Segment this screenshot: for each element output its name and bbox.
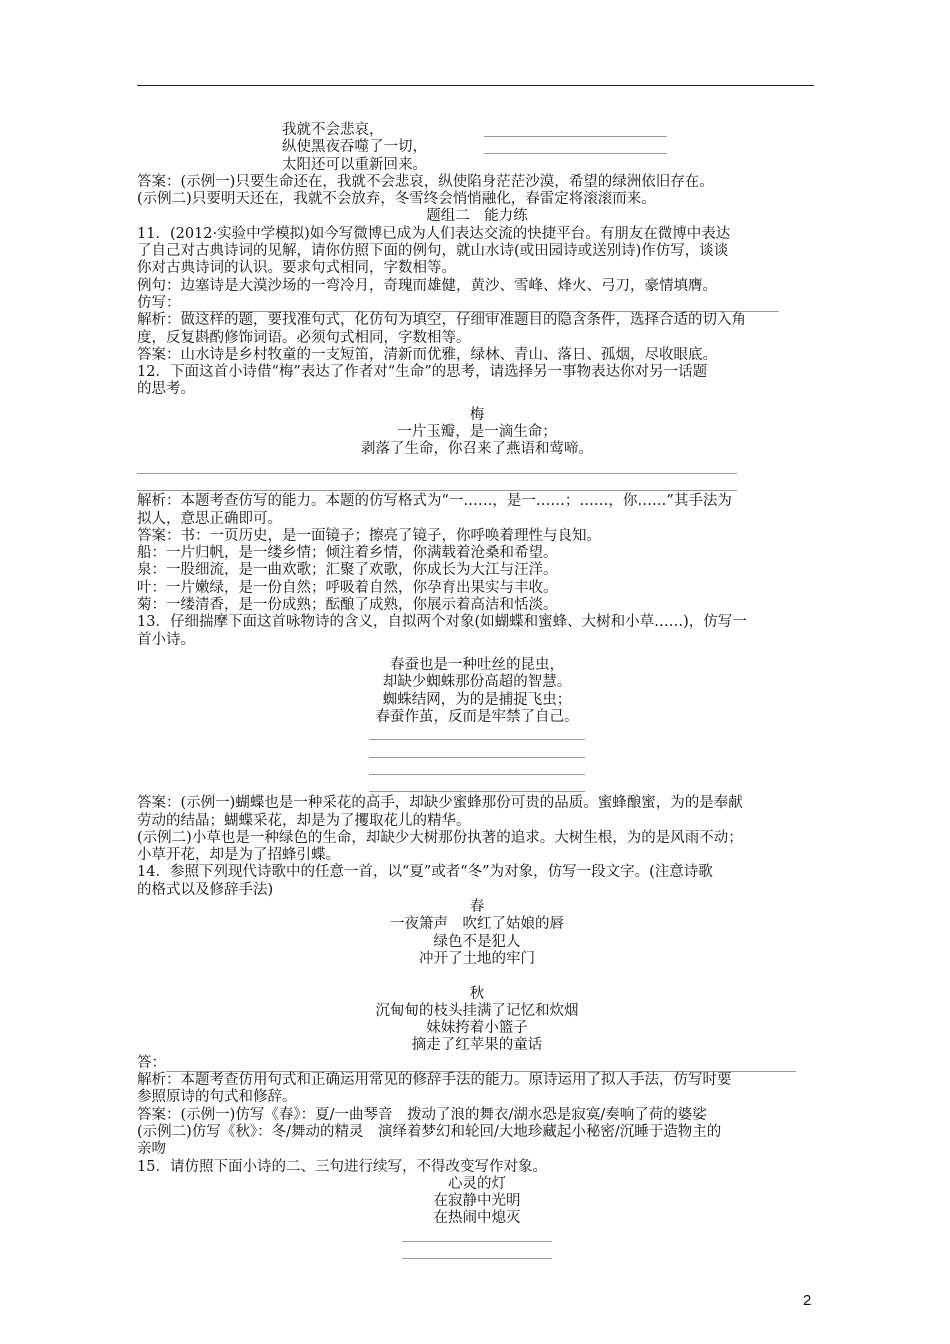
answer-line: (示例二)小草也是一种绿色的生命，却缺少大树那份执著的追求。大树生根，为的是风雨不动；: [137, 829, 743, 846]
poem-line: 摘走了红苹果的童话: [411, 1037, 543, 1054]
answer-line: 船：一片归帆，是一缕乡情；倾注着乡情，你满载着沧桑和希望。: [137, 545, 558, 562]
question-stem: 的思考。: [137, 381, 195, 398]
answer-line: 泉：一股细流，是一曲欢歌；汇聚了欢歌，你成长为大江与汪洋。: [137, 562, 558, 579]
analysis-line: 解析：本题考查仿写的能力。本题的仿写格式为“一……，是一……；……，你……”其手法为: [137, 493, 732, 510]
answer-blank[interactable]: [369, 743, 585, 760]
answer-blank[interactable]: [402, 1228, 552, 1245]
imitate-line: 仿写：: [137, 295, 817, 312]
answer-line: 亲吻: [137, 1141, 166, 1158]
answer-line: 答案：(示例一)蝴蝶也是一种采花的高手，却缺少蜜蜂那份可贵的品质。蜜蜂酿蜜，为的是奉献: [137, 795, 743, 812]
poem-line: 太阳还可以重新回来。: [282, 156, 427, 173]
poem-line: 蜘蛛结网，为的是捕捉飞虫；: [382, 691, 572, 708]
answer-blank[interactable]: [137, 459, 817, 476]
page-number: 2: [803, 1292, 812, 1309]
answer-line: 劳动的结晶；蝴蝶采花，却是为了攫取花儿的精华。: [137, 812, 471, 829]
answer-line: (示例二)仿写《秋》：冬/舞动的精灵 演绎着梦幻和轮回/大地珍藏起小秘密/沉睡于造物主的: [137, 1123, 722, 1140]
poem-line: 我就不会悲哀，: [137, 122, 817, 139]
analysis-line: 解析：本题考查仿用句式和正确运用常见的修辞手法的能力。原诗运用了拟人手法，仿写时要: [137, 1072, 732, 1089]
poem-line: 纵使黑夜吞噬了一切，: [137, 139, 817, 156]
answer-blank[interactable]: [369, 778, 585, 795]
poem-line: 一片玉瓣，是一滴生命；: [397, 424, 557, 441]
poem-line: 春蚕作茧，反而是牢禁了自己。: [375, 708, 579, 725]
poem-line: 绿色不是犯人: [433, 933, 521, 950]
answer-line: 答案：(示例一)只要生命还在，我就不会悲哀，纵使陷身茫茫沙漠，希望的绿洲依旧存在。: [137, 173, 714, 190]
header-rule: [137, 85, 814, 86]
question-stem: 11．(2012·实验中学模拟)如今写微博已成为人们表达交流的快捷平台。有朋友在微博中表达: [137, 225, 731, 242]
question-stem: 15．请仿照下面小诗的二、三句进行续写，不得改变写作对象。: [137, 1158, 547, 1175]
poem-title: 秋: [469, 985, 485, 1002]
poem-line: 冲开了土地的牢门: [419, 950, 535, 967]
answer-line: 答案：山水诗是乡村牧童的一支短笛，清新而优雅，绿林、青山、落日、孤烟，尽收眼底。: [137, 346, 717, 363]
poem-line: 妹妹挎着小篮子: [426, 1020, 528, 1037]
question-stem: 你对古典诗词的认识。要求句式相同，字数相等。: [137, 260, 456, 277]
answer-line: (示例二)只要明天还在，我就不会放弃，冬雪终会悄悄融化，春雷定将滚滚而来。: [137, 191, 656, 208]
question-stem: 13．仔细揣摩下面这首咏物诗的含义，自拟两个对象(如蝴蝶和蜜蜂、大树和小草……)，仿写一: [137, 614, 747, 631]
answer-blank[interactable]: [137, 476, 817, 493]
answer-prompt-line: 答：: [137, 1055, 817, 1072]
answer-blank[interactable]: [484, 136, 667, 137]
poem-line: 在寂静中光明: [433, 1193, 521, 1210]
example-sentence: 例句：边塞诗是大漠沙场的一弯冷月，奇瑰而雄健，黄沙、雪峰、烽火、弓刀，豪情填膺。: [137, 277, 717, 294]
answer-blank[interactable]: [484, 153, 667, 154]
answer-blank[interactable]: [369, 726, 585, 743]
poem-line: 春蚕也是一种吐丝的昆虫，: [390, 656, 564, 673]
poem-line: 在热闹中熄灭: [433, 1210, 521, 1227]
question-stem: 了自己对古典诗词的见解，请你仿照下面的例句，就山水诗(或田园诗或送别诗)作仿写，谈谈: [137, 243, 729, 260]
answer-blank[interactable]: [181, 297, 779, 312]
analysis-line: 拟人，意思正确即可。: [137, 510, 282, 527]
analysis-line: 度，反复斟酌修饰词语。必须句式相同，字数相等。: [137, 329, 471, 346]
answer-line: 答案：书：一页历史，是一面镜子；擦亮了镜子，你呼唤着理性与良知。: [137, 527, 601, 544]
question-stem: 14．参照下列现代诗歌中的任意一首，以“夏”或者“冬”为对象，仿写一段文字。(注意诗歌: [137, 864, 713, 881]
question-stem: 的格式以及修辞手法): [137, 881, 274, 898]
answer-line: 叶：一片嫩绿，是一份自然；呼吸着自然，你孕育出果实与丰收。: [137, 579, 558, 596]
section-title: 题组二 能力练: [426, 208, 528, 225]
poem-line: 一夜箫声 吹红了姑娘的唇: [390, 916, 564, 933]
answer-blank[interactable]: [369, 761, 585, 778]
poem-title: 心灵的灯: [448, 1175, 506, 1192]
poem-title: 春: [469, 899, 485, 916]
poem-title: 梅: [469, 406, 485, 423]
question-stem: 首小诗。: [137, 631, 195, 648]
poem-line: 却缺少蜘蛛那份高超的智慧。: [382, 674, 572, 691]
analysis-line: 解析：做这样的题，要找准句式，化仿句为填空，仔细审准题目的隐含条件，选择合适的切入角: [137, 312, 746, 329]
poem-line: 剥落了生命，你召来了燕语和莺啼。: [361, 441, 593, 458]
page-content: [137, 122, 817, 1262]
answer-blank[interactable]: [166, 1057, 796, 1072]
answer-line: 菊：一缕清香，是一份成熟；酝酿了成熟，你展示着高洁和恬淡。: [137, 597, 558, 614]
answer-line: 答案：(示例一)仿写《春》：夏/一曲琴音 拨动了浪的舞衣/湖水恐是寂寞/奏响了荷的婆娑: [137, 1106, 707, 1123]
poem-line: 沉甸甸的枝头挂满了记忆和炊烟: [375, 1002, 579, 1019]
answer-line: 小草开花，却是为了招蜂引蝶。: [137, 847, 340, 864]
question-stem: 12．下面这首小诗借“梅”表达了作者对“生命”的思考，请选择另一事物表达你对另一话题: [137, 364, 708, 381]
analysis-line: 参照原诗的句式和修辞。: [137, 1089, 297, 1106]
answer-blank[interactable]: [402, 1245, 552, 1262]
